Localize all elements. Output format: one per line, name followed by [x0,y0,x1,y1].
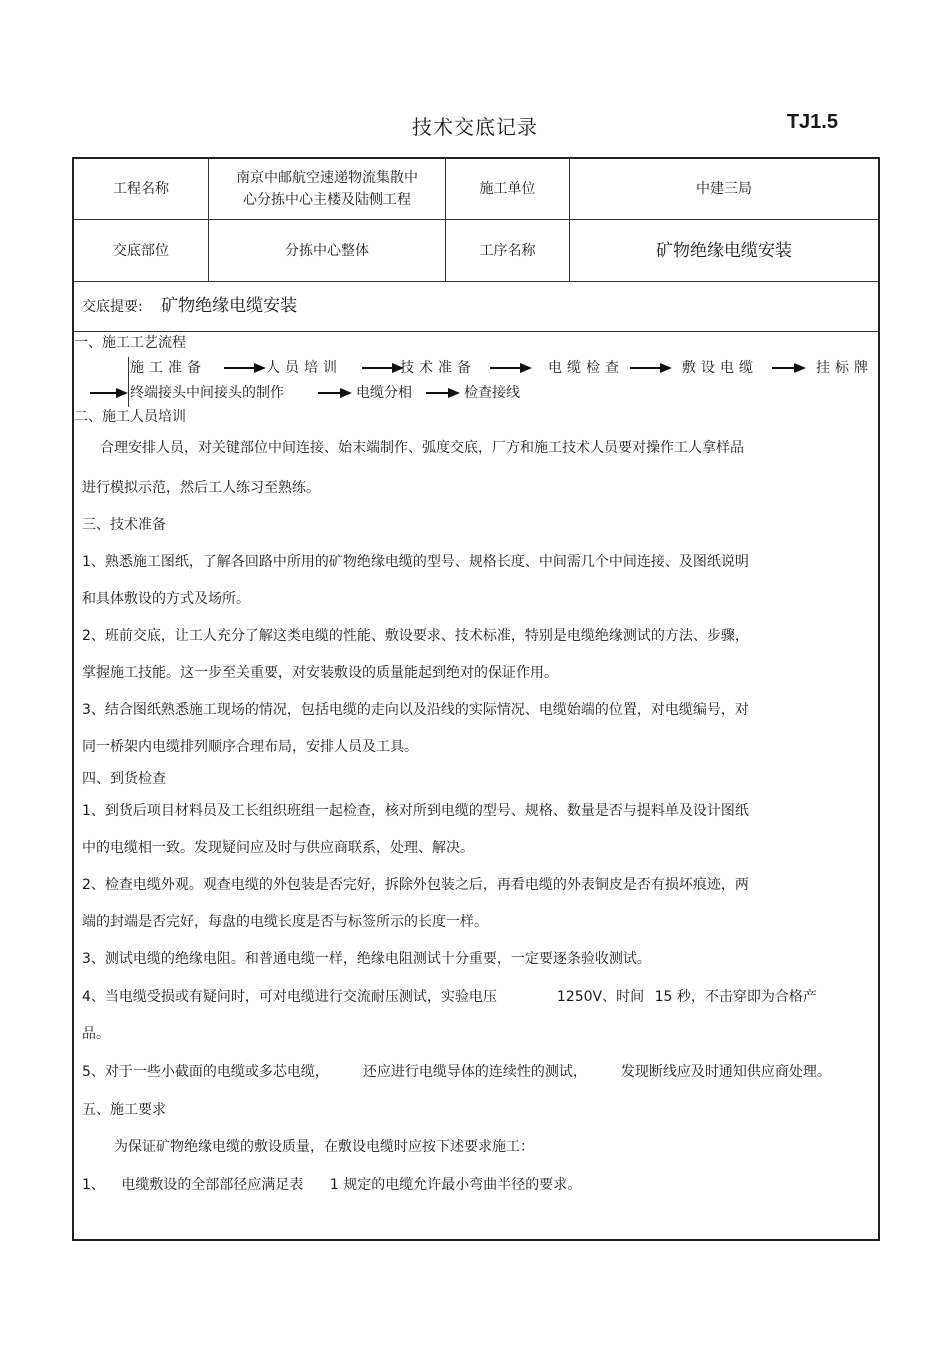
project-name-label: 工程名称 [113,181,169,197]
inspect-text: 15 [654,989,673,1005]
require-text: 电缆敷设的全部部径应满足表 [121,1177,304,1193]
require-item [82,1175,581,1195]
require-text: 1 [329,1177,339,1193]
training-heading: 二、施工人员培训 [74,409,186,425]
row-divider [74,331,878,332]
constructor-value: 中建三局 [696,181,752,197]
flow-step: 终端接头中间接头的制作 [130,385,284,401]
flow-heading: 一、施工工艺流程 [74,335,186,351]
summary-value: 矿物绝缘电缆安装 [161,296,298,316]
arrow-icon [630,358,672,378]
inspect-heading: 四、到货检查 [82,771,166,787]
summary-row [82,296,297,317]
inspect-item [82,987,817,1007]
inspect-item: 3、测试电缆的绝缘电阻。和普通电缆一样，绝缘电阻测试十分重要，一定要逐条验收测试。 [82,951,651,967]
document-code: TJ1.5 [786,111,838,133]
inspect-item: 中的电缆相一致。发现疑问应及时与供应商联系，处理、解决。 [82,840,474,856]
tech-item: 和具体敷设的方式及场所。 [82,591,250,607]
inspect-item [82,1062,831,1082]
process-value: 矿物绝缘电缆安装 [656,240,792,261]
flow-step: 电缆检查 [548,360,624,376]
flow-divider [128,357,129,407]
inspect-item: 1、到货后项目材料员及工长组织班组一起检查，核对所到电缆的型号、规格、数量是否与提料单及设计图纸 [82,803,749,819]
tech-item: 掌握施工技能。这一步至关重要，对安装敷设的质量能起到绝对的保证作用。 [82,665,558,681]
arrow-icon [772,358,806,378]
flow-step: 敷设电缆 [682,360,758,376]
project-name-line: 心分拣中心主楼及陆侧工程 [243,192,411,208]
arrow-icon [318,383,352,403]
inspect-text: 5、对于一些小截面的电缆或多芯电缆， [82,1064,329,1080]
document-title: 技术交底记录 [412,115,538,139]
flow-step: 施工准备 [130,360,206,376]
inspect-text: 1250V、时间 [556,989,645,1005]
tech-item: 3、结合图纸熟悉施工现场的情况，包括电缆的走向以及沿线的实际情况、电缆始端的位置，对电缆编号，对 [82,702,749,718]
require-text: 1、 [82,1177,105,1193]
inspect-text: 发现断线应及时通知供应商处理。 [620,1064,831,1080]
inspect-item: 端的封端是否完好，每盘的电缆长度是否与标签所示的长度一样。 [82,914,488,930]
flow-step: 电缆分相 [356,385,412,401]
training-paragraph: 进行模拟示范，然后工人练习至熟练。 [82,480,320,496]
tech-item: 1、熟悉施工图纸，了解各回路中所用的矿物绝缘电缆的型号、规格长度、中间需几个中间连接、及图纸说明 [82,554,749,570]
tech-heading: 三、技术准备 [82,517,166,533]
require-text: 规定的电缆允许最小弯曲半径的要求。 [343,1177,582,1193]
inspect-text: 4、当电缆受损或有疑问时，可对电缆进行交流耐压测试，实验电压 [82,989,497,1005]
arrow-icon [362,358,404,378]
process-label: 工序名称 [479,242,536,259]
inspect-text: 秒，不击穿即为合格产 [676,989,817,1005]
inspect-text: 还应进行电缆导体的连续性的测试， [362,1064,587,1080]
arrow-icon [426,383,460,403]
arrow-icon [90,383,128,403]
flow-step: 技术准备 [400,360,476,376]
row-divider [74,281,878,282]
arrow-icon [224,358,266,378]
part-value: 分拣中心整体 [285,242,369,259]
flow-step: 挂标牌 [816,360,873,376]
require-heading: 五、施工要求 [82,1102,166,1118]
flow-step: 人员培训 [266,360,342,376]
summary-label: 交底提要: [82,299,143,315]
tech-item: 2、班前交底，让工人充分了解这类电缆的性能、敷设要求、技术标准，特别是电缆绝缘测试的方法、步骤， [82,628,749,644]
tech-item: 同一桥架内电缆排列顺序合理布局，安排人员及工具。 [82,739,418,755]
disclosure-form [72,157,880,1241]
constructor-label: 施工单位 [479,181,536,197]
inspect-item: 2、检查电缆外观。观查电缆的外包装是否完好，拆除外包装之后，再看电缆的外表铜皮是否有损坏痕迹，两 [82,877,749,893]
inspect-item: 品。 [82,1026,110,1042]
training-paragraph: 合理安排人员，对关键部位中间连接、始末端制作、弧度交底，厂方和施工技术人员要对操作工人拿样品 [100,440,744,456]
project-name-line: 南京中邮航空速递物流集散中 [236,170,418,186]
project-name-value [209,159,445,219]
part-label: 交底部位 [113,242,169,259]
arrow-icon [490,358,532,378]
require-intro: 为保证矿物绝缘电缆的敷设质量，在敷设电缆时应按下述要求施工： [114,1139,534,1155]
flow-step: 检查接线 [464,385,520,401]
